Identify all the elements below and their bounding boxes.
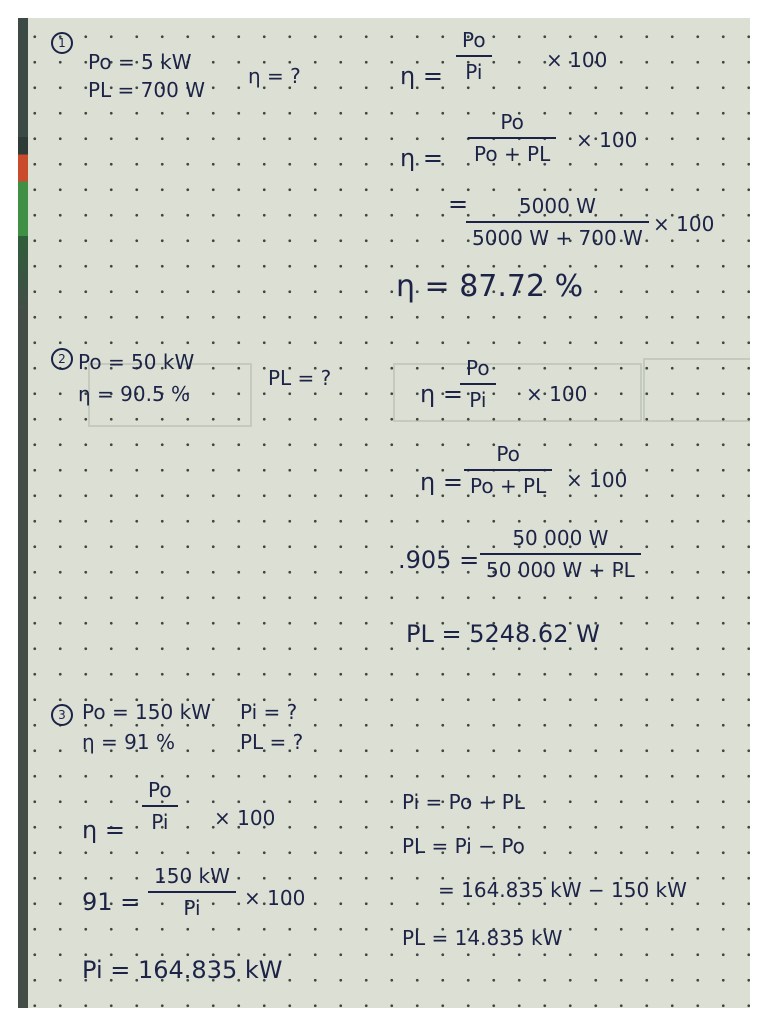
p3-eq1-fraction <box>142 778 178 834</box>
p3-rhs-line-2: PL = Pi − Po <box>402 834 525 858</box>
p2-eq2-denominator: Po + PL <box>470 474 547 498</box>
p2-eq2-lhs: η = <box>420 468 463 496</box>
bleed-through-box <box>643 358 750 422</box>
p3-eq2-multiplier: × 100 <box>244 886 306 910</box>
problem-1-badge: 1 <box>51 32 73 54</box>
p3-eq2-lhs: 91 = <box>82 888 141 916</box>
p2-eq2-numerator: Po <box>496 442 520 466</box>
p1-eq2-multiplier: × 100 <box>576 128 638 152</box>
problem-3-unknown-pi: Pi = ? <box>240 700 298 724</box>
p1-eq3-multiplier: × 100 <box>653 212 715 236</box>
p3-eq1-denominator: Pi <box>151 810 169 834</box>
p3-eq2-fraction <box>148 864 236 920</box>
problem-3-unknown-pl: PL = ? <box>240 730 304 754</box>
notebook-edge-strip <box>18 18 28 1008</box>
p1-eq1-lhs: η = <box>400 62 443 90</box>
p3-eq2-denominator: Pi <box>183 896 201 920</box>
p2-eq3-denominator: 50 000 W + PL <box>486 558 635 582</box>
p2-result: PL = 5248.62 W <box>406 620 600 648</box>
p1-eq1-fraction <box>456 28 492 84</box>
p3-eq2-numerator: 150 kW <box>154 864 230 888</box>
p1-eq1-denominator: Pi <box>465 60 483 84</box>
p3-rhs-line-3: = 164.835 kW − 150 kW <box>438 878 687 902</box>
problem-2-badge: 2 <box>51 348 73 370</box>
p3-result-pi: Pi = 164.835 kW <box>82 956 283 984</box>
problem-1-given-po: Po = 5 kW <box>88 50 192 74</box>
problem-2-given-po: Po = 50 kW <box>78 350 195 374</box>
p2-eq3-lhs: .905 = <box>398 546 480 574</box>
p2-eq1-numerator: Po <box>466 356 490 380</box>
problem-1-given-pl: PL = 700 W <box>88 78 205 102</box>
problem-1-unknown: η = ? <box>248 64 301 88</box>
p2-eq1-fraction <box>460 356 496 412</box>
problem-2-given-eta: η = 90.5 % <box>78 382 191 406</box>
p1-eq3-fraction <box>466 194 649 250</box>
p2-eq1-lhs: η = <box>420 380 463 408</box>
p1-eq2-numerator: Po <box>500 110 524 134</box>
p1-eq2-denominator: Po + PL <box>474 142 551 166</box>
p3-eq1-lhs: η = <box>82 816 125 844</box>
p1-eq2-fraction <box>468 110 556 166</box>
p2-eq2-fraction <box>464 442 552 498</box>
problem-3-badge: 3 <box>51 704 73 726</box>
problem-3-given-po: Po = 150 kW <box>82 700 211 724</box>
p3-rhs-line-4: PL = 14.835 kW <box>402 926 563 950</box>
p1-eq2-lhs: η = <box>400 144 443 172</box>
p3-eq1-numerator: Po <box>148 778 172 802</box>
problem-2-unknown: PL = ? <box>268 366 332 390</box>
p2-eq3-fraction <box>480 526 641 582</box>
p1-eq1-multiplier: × 100 <box>546 48 608 72</box>
p3-rhs-line-1: Pi = Po + PL <box>402 790 525 814</box>
p2-eq1-denominator: Pi <box>469 388 487 412</box>
dotted-notebook-page <box>18 18 750 1008</box>
p3-eq1-multiplier: × 100 <box>214 806 276 830</box>
p2-eq1-multiplier: × 100 <box>526 382 588 406</box>
p1-eq3-lhs: = <box>448 190 469 218</box>
p1-eq3-denominator: 5000 W + 700 W <box>472 226 643 250</box>
p2-eq2-multiplier: × 100 <box>566 468 628 492</box>
p2-eq3-numerator: 50 000 W <box>512 526 609 550</box>
p1-result: η = 87.72 % <box>396 269 584 304</box>
problem-3-given-eta: η = 91 % <box>82 730 175 754</box>
p1-eq3-numerator: 5000 W <box>518 194 596 218</box>
p1-eq1-numerator: Po <box>462 28 486 52</box>
